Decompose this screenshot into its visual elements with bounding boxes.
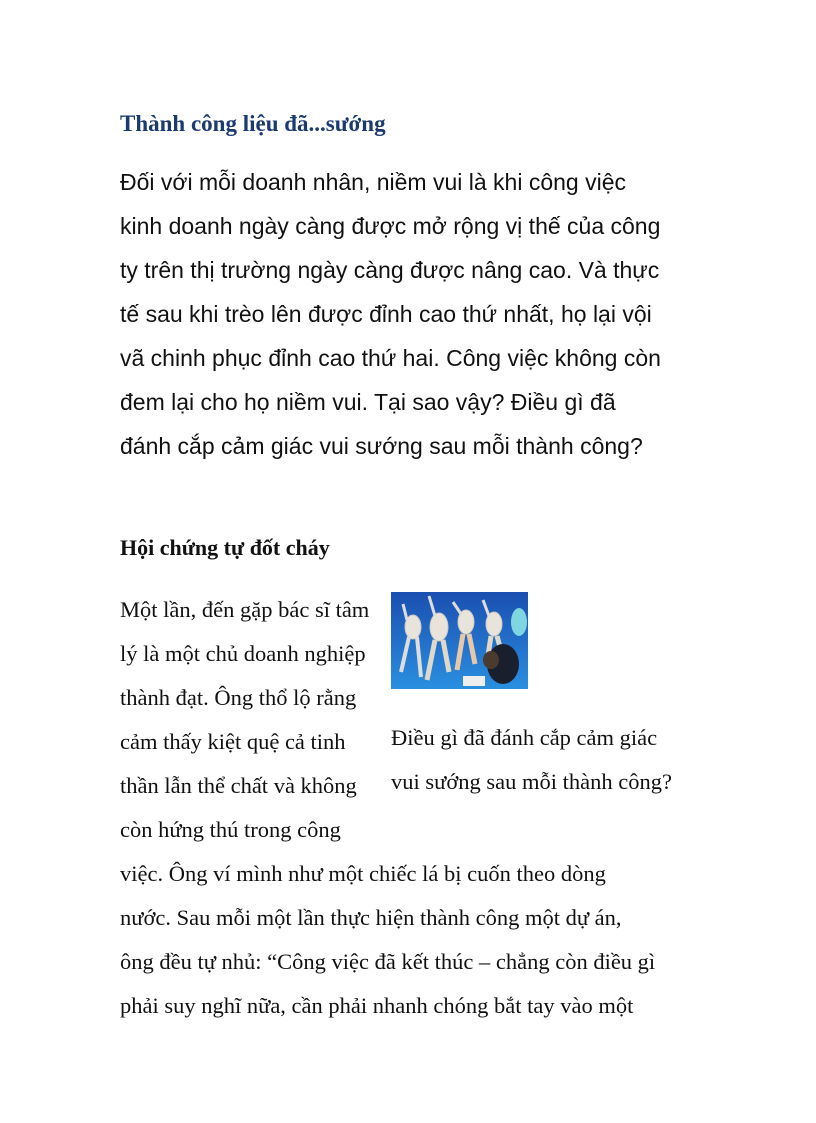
caption-line: Điều gì đã đánh cắp cảm giác: [391, 725, 658, 750]
body-line: ông đều tự nhủ: “Công việc đã kết thúc – chẳng còn điều gì: [120, 949, 656, 974]
intro-paragraph: [120, 160, 720, 468]
body-paragraph-continued: [120, 852, 720, 1028]
caption-line: vui sướng sau mỗi thành công?: [391, 769, 672, 794]
intro-line: đánh cắp cảm giác vui sướng sau mỗi thành công?: [120, 433, 643, 459]
body-line: Một lần, đến gặp bác sĩ tâm: [120, 597, 370, 622]
body-line: thành đạt. Ông thổ lộ rằng: [120, 685, 357, 710]
intro-line: đem lại cho họ niềm vui. Tại sao vậy? Điều gì đã: [120, 389, 616, 415]
body-line: việc. Ông ví mình như một chiếc lá bị cuốn theo dòng: [120, 861, 606, 886]
intro-line: Đối với mỗi doanh nhân, niềm vui là khi công việc: [120, 169, 627, 195]
article-title: Thành công liệu đã...sướng: [120, 111, 386, 136]
body-line: cảm thấy kiệt quệ cả tinh: [120, 729, 346, 754]
body-line: thần lẫn thể chất và không: [120, 773, 357, 798]
article-photo: [391, 592, 528, 689]
intro-line: tế sau khi trèo lên được đỉnh cao thứ nhất, họ lại vội: [120, 301, 652, 327]
figure-caption: [391, 716, 672, 804]
section-heading: Hội chứng tự đốt cháy: [120, 535, 330, 560]
jumping-people-image: [391, 592, 528, 689]
intro-line: kinh doanh ngày càng được mở rộng vị thế của công: [120, 213, 661, 239]
body-line: phải suy nghĩ nữa, cần phải nhanh chóng bắt tay vào một: [120, 993, 634, 1018]
body-line: còn hứng thú trong công: [120, 817, 341, 842]
body-line: nước. Sau mỗi một lần thực hiện thành công một dự án,: [120, 905, 622, 930]
intro-line: ty trên thị trường ngày càng được nâng cao. Và thực: [120, 257, 660, 283]
body-line: lý là một chủ doanh nghiệp: [120, 641, 366, 666]
intro-line: vã chinh phục đỉnh cao thứ hai. Công việc không còn: [120, 345, 661, 371]
